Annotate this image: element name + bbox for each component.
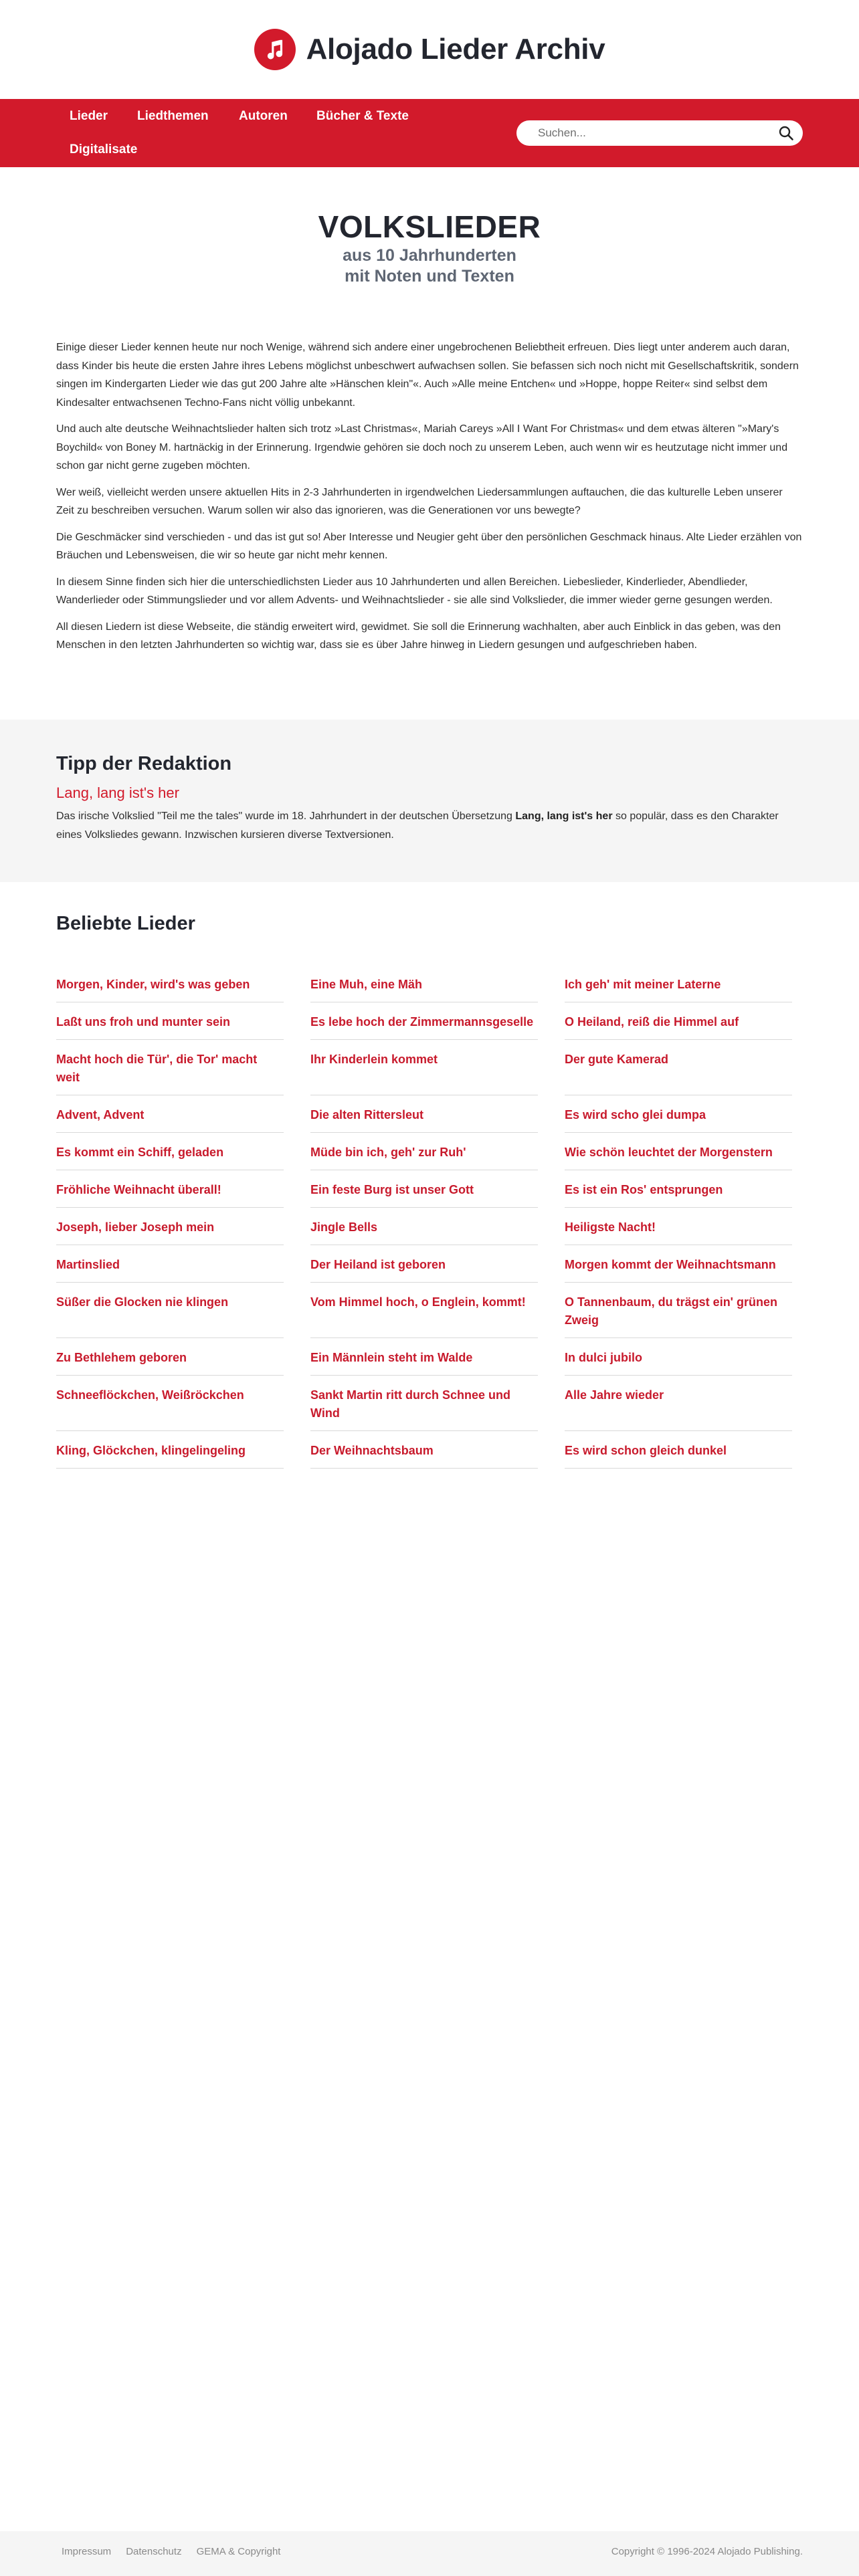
- editor-tip-text-end: so populär, dass es den Charakter eines Volksliedes gewann. Inzwischen kursieren diverse Textversionen.: [56, 811, 779, 841]
- song-link[interactable]: Es wird scho glei dumpa: [565, 1106, 792, 1133]
- editor-tip-text-bold: Lang, lang ist's her: [515, 811, 613, 822]
- footer-link-datenschutz[interactable]: Datenschutz: [126, 2546, 182, 2557]
- page-title: VOLKSLIEDER: [318, 209, 541, 244]
- song-link[interactable]: Der Heiland ist geboren: [310, 1256, 538, 1283]
- song-link[interactable]: Wie schön leuchtet der Morgenstern: [565, 1144, 792, 1170]
- song-link[interactable]: Morgen kommt der Weihnachtsmann: [565, 1256, 792, 1283]
- page-subtitle-line-2: mit Noten und Texten: [345, 266, 514, 286]
- intro-paragraph: Die Geschmäcker sind verschieden - und das ist gut so! Aber Interesse und Neugier geht über den persönlichen Geschmack hinaus. Alte Lieder erzählen von Bräuchen und Lebensweisen, die wir so heute gar nicht mehr kennen.: [56, 531, 802, 562]
- song-link[interactable]: Martinslied: [56, 1256, 284, 1283]
- editor-tip-section: [0, 720, 859, 882]
- song-link[interactable]: Advent, Advent: [56, 1106, 284, 1133]
- editor-tip-song-link[interactable]: Lang, lang ist's her: [56, 784, 179, 801]
- popular-songs-section: [56, 913, 803, 1457]
- song-link[interactable]: Eine Muh, eine Mäh: [310, 976, 538, 1002]
- music-note-icon: [254, 29, 296, 70]
- song-link[interactable]: Es kommt ein Schiff, geladen: [56, 1144, 284, 1170]
- song-link[interactable]: Ich geh' mit meiner Laterne: [565, 976, 792, 1002]
- page-subtitle-line-1: aus 10 Jahrhunderten: [343, 246, 516, 265]
- song-link[interactable]: Süßer die Glocken nie klingen: [56, 1293, 284, 1338]
- intro-paragraph: Und auch alte deutsche Weihnachtslieder halten sich trotz »Last Christmas«, Mariah Careys »All I Want For Christmas« und dem etwas älteren "»Mary's Boychild« von Boney M. hartnäckig in der Erinnerung. Irgendwie gehören sie doch noch zu unserem Leben, auch wenn wir es heutzutage nicht immer und schon gar nicht gerne zugeben möchten.: [56, 423, 788, 472]
- intro-paragraph: Wer weiß, vielleicht werden unsere aktuellen Hits in 2-3 Jahrhunderten in irgendwelchen Liedersammlungen auftauchen, die das kulturelle Leben unserer Zeit zu beschreiben versuchen. Warum sollen wir also das ignorieren, was die Generationen vor uns bewegte?: [56, 486, 783, 517]
- song-link[interactable]: Kling, Glöckchen, klingelingeling: [56, 1442, 284, 1469]
- song-link[interactable]: O Heiland, reiß die Himmel auf: [565, 1013, 792, 1040]
- footer-links: [62, 2546, 280, 2557]
- search-icon[interactable]: [777, 124, 795, 142]
- song-link[interactable]: Heiligste Nacht!: [565, 1218, 792, 1245]
- editor-tip-heading: Tipp der Redaktion: [56, 753, 232, 774]
- intro-paragraph: Einige dieser Lieder kennen heute nur noch Wenige, während sich andere einer ungebrochenen Beliebtheit erfreuen. Dies liegt unter anderem auch daran, dass Kinder bis heute die ersten Jahre ihres Lebens möglichst unbeschwert aufwachsen sollen. Sie befassen sich noch nicht mit Gesellschaftskritik, sondern singen im Kindergarten Lieder wie das gut 200 Jahre alte »Hänschen klein"«. Auch »Alle meine Entchen« und »Hoppe, hoppe Reiter« sind selbst dem Kindesalter entwachsenen Techno-Fans nicht völlig unbekannt.: [56, 342, 799, 409]
- song-link[interactable]: Alle Jahre wieder: [565, 1386, 792, 1431]
- song-link[interactable]: O Tannenbaum, du trägst ein' grünen Zweig: [565, 1293, 792, 1338]
- song-link[interactable]: Jingle Bells: [310, 1218, 538, 1245]
- copyright: Copyright © 1996-2024 Alojado Publishing.: [611, 2546, 803, 2557]
- main-navigation: [0, 99, 859, 167]
- nav-item-digitalisate[interactable]: Digitalisate: [70, 142, 138, 156]
- hero: [0, 167, 859, 286]
- song-link[interactable]: Morgen, Kinder, wird's was geben: [56, 976, 284, 1002]
- site-logo-link[interactable]: [254, 29, 605, 70]
- song-link[interactable]: Schneeflöckchen, Weißröckchen: [56, 1386, 284, 1431]
- song-link[interactable]: Zu Bethlehem geboren: [56, 1349, 284, 1376]
- search-bar: [516, 120, 803, 146]
- intro-paragraph: All diesen Liedern ist diese Webseite, die ständig erweitert wird, gewidmet. Sie soll die Erinnerung wachhalten, aber auch Einblick in das geben, was den Menschen in den letzten Jahrhunderten so wichtig war, dass sie es über Jahre hinweg in Liedern gesungen und aufgeschrieben haben.: [56, 621, 781, 651]
- song-link[interactable]: Ihr Kinderlein kommet: [310, 1051, 538, 1095]
- footer-link-impressum[interactable]: Impressum: [62, 2546, 112, 2557]
- song-link[interactable]: Fröhliche Weihnacht überall!: [56, 1181, 284, 1208]
- song-link[interactable]: Es lebe hoch der Zimmermannsgeselle: [310, 1013, 538, 1040]
- nav-item-buecher-texte[interactable]: Bücher & Texte: [316, 109, 409, 123]
- intro-paragraph: In diesem Sinne finden sich hier die unterschiedlichsten Lieder aus 10 Jahrhunderten und allen Bereichen. Liebeslieder, Kinderlieder, Abendlieder, Wanderlieder oder Stimmungslieder und vor allem Advents- und Weihnachtslieder - sie alle sind Volkslieder, die immer wieder gerne gesungen werden.: [56, 576, 773, 607]
- song-link[interactable]: Ein Männlein steht im Walde: [310, 1349, 538, 1376]
- song-link[interactable]: Vom Himmel hoch, o Englein, kommt!: [310, 1293, 538, 1338]
- song-link[interactable]: Der gute Kamerad: [565, 1051, 792, 1095]
- site-header: [0, 0, 859, 99]
- editor-tip-text: [56, 807, 803, 844]
- song-link[interactable]: Es ist ein Ros' entsprungen: [565, 1181, 792, 1208]
- song-link[interactable]: Der Weihnachtsbaum: [310, 1442, 538, 1469]
- search-input[interactable]: [516, 120, 757, 146]
- song-link[interactable]: Laßt uns froh und munter sein: [56, 1013, 284, 1040]
- song-link[interactable]: Es wird schon gleich dunkel: [565, 1442, 792, 1469]
- song-link[interactable]: Müde bin ich, geh' zur Ruh': [310, 1144, 538, 1170]
- footer-link-gema-copyright[interactable]: GEMA & Copyright: [196, 2546, 281, 2557]
- song-link[interactable]: Die alten Rittersleut: [310, 1106, 538, 1133]
- song-link[interactable]: Joseph, lieber Joseph mein: [56, 1218, 284, 1245]
- site-footer: [0, 2531, 859, 2576]
- song-link[interactable]: Ein feste Burg ist unser Gott: [310, 1181, 538, 1208]
- nav-item-liedthemen[interactable]: Liedthemen: [137, 109, 209, 123]
- song-link[interactable]: In dulci jubilo: [565, 1349, 792, 1376]
- nav-item-autoren[interactable]: Autoren: [239, 109, 288, 123]
- song-link[interactable]: Sankt Martin ritt durch Schnee und Wind: [310, 1386, 538, 1431]
- song-link[interactable]: Macht hoch die Tür', die Tor' macht weit: [56, 1051, 284, 1095]
- intro-text: [0, 286, 859, 655]
- editor-tip-text-start: Das irische Volkslied "Teil me the tales" wurde im 18. Jahrhundert in der deutschen Übersetzung: [56, 811, 516, 822]
- nav-item-lieder[interactable]: Lieder: [70, 109, 108, 123]
- site-name: Alojado Lieder Archiv: [306, 33, 605, 66]
- popular-songs-heading: Beliebte Lieder: [56, 913, 195, 934]
